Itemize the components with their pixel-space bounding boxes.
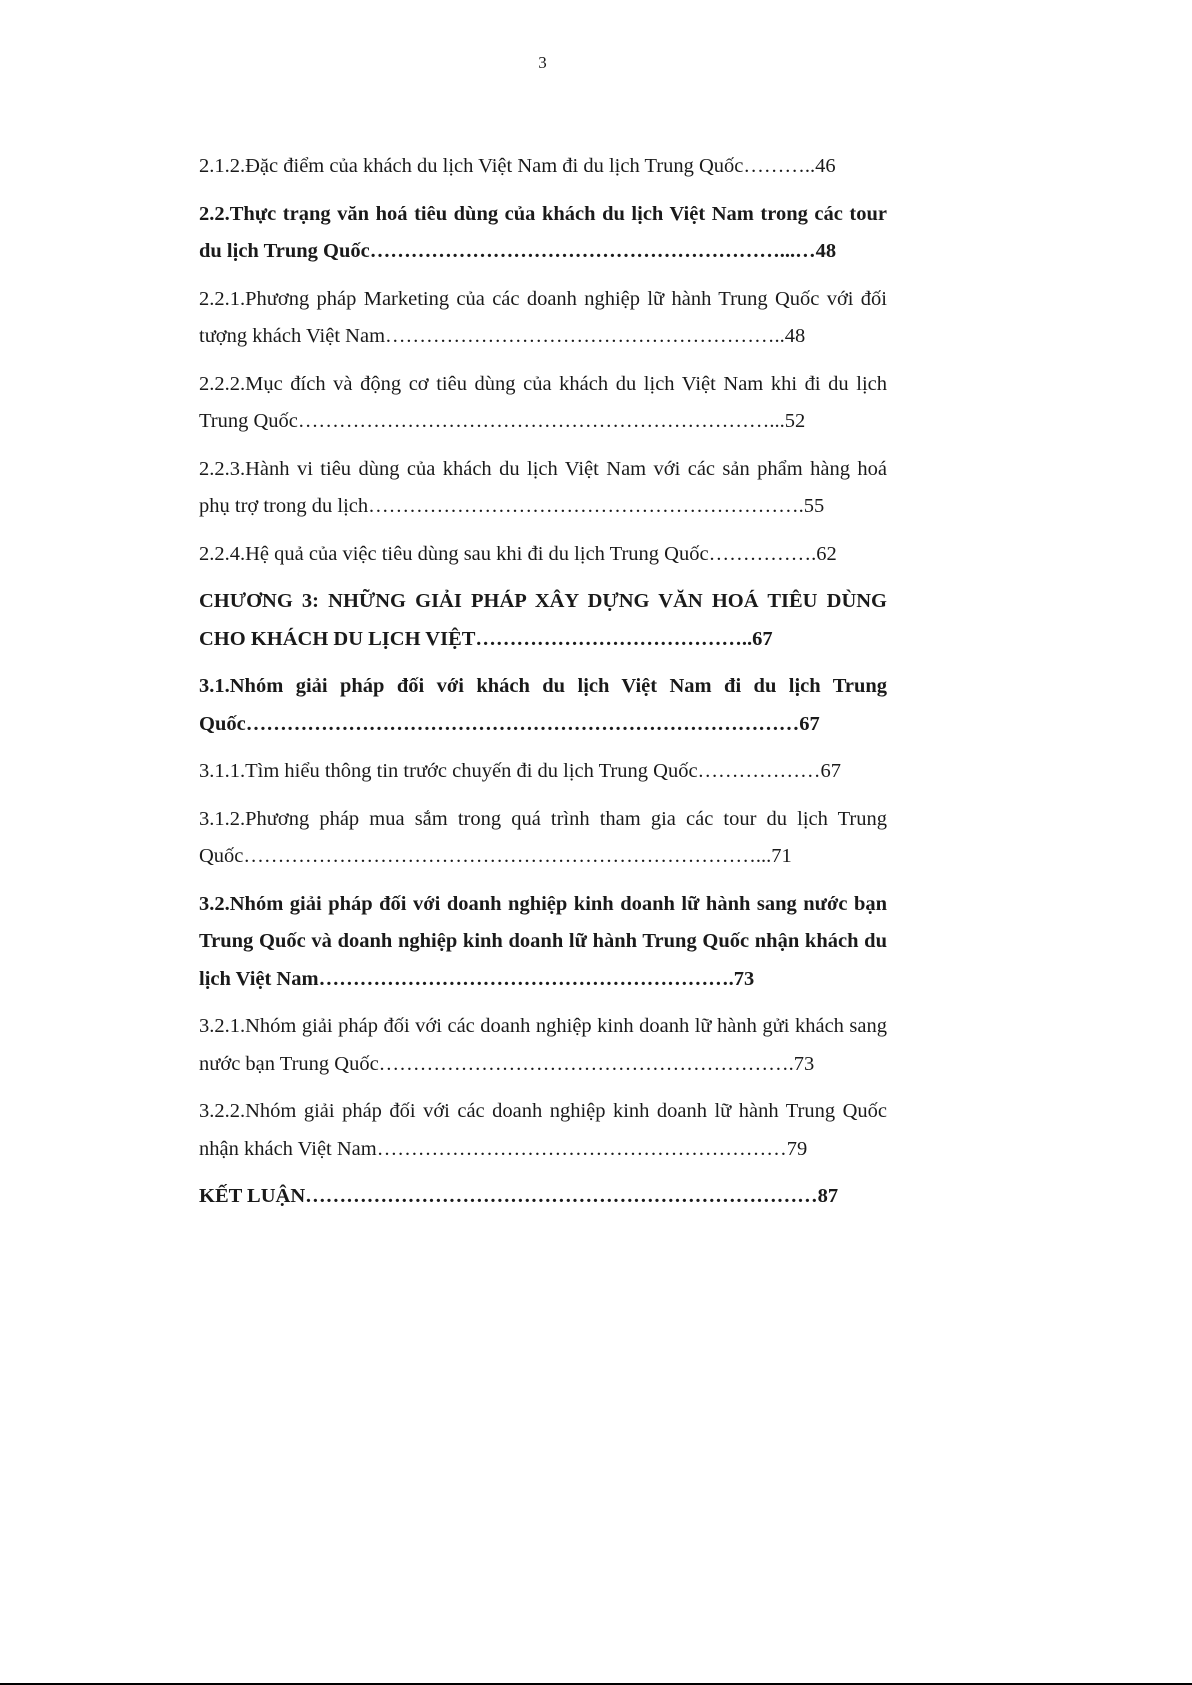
- toc-entry: 2.1.2.Đặc điểm của khách du lịch Việt Nam đi du lịch Trung Quốc………..46: [199, 155, 836, 177]
- page-number: 3: [538, 53, 547, 72]
- table-of-contents: [199, 148, 887, 1226]
- toc-entry: 2.2.3.Hành vi tiêu dùng của khách du lịch Việt Nam với các sản phẩm hàng hoá phụ trợ trong du lịch……………………………………………………….55: [199, 457, 887, 517]
- toc-entry: 2.2.Thực trạng văn hoá tiêu dùng của khách du lịch Việt Nam trong các tour du lịch Trung Quốc……………………………………………………...…48: [199, 202, 887, 262]
- toc-entry: 2.2.4.Hệ quả của việc tiêu dùng sau khi đi du lịch Trung Quốc…………….62: [199, 542, 837, 565]
- toc-entry: 3.2.1.Nhóm giải pháp đối với các doanh nghiệp kinh doanh lữ hành gửi khách sang nước bạn Trung Quốc…………………………………………………….73: [199, 1015, 887, 1075]
- toc-entry: 3.1.2.Phương pháp mua sắm trong quá trình tham gia các tour du lịch Trung Quốc…………………………………………………………………...71: [199, 807, 887, 867]
- toc-entry: 2.2.2.Mục đích và động cơ tiêu dùng của khách du lịch Việt Nam khi đi du lịch Trung Quốc……………………………………………………………...52: [199, 372, 887, 432]
- toc-entry: 3.2.2.Nhóm giải pháp đối với các doanh nghiệp kinh doanh lữ hành Trung Quốc nhận khách Việt Nam……………………………………………………79: [199, 1100, 887, 1160]
- toc-entry: 3.1.1.Tìm hiểu thông tin trước chuyến đi du lịch Trung Quốc………………67: [199, 760, 842, 782]
- toc-entry: KẾT LUẬN…………………………………………………………………87: [199, 1185, 839, 1207]
- toc-entry: 3.1.Nhóm giải pháp đối với khách du lịch Việt Nam đi du lịch Trung Quốc………………………………………………………………………67: [199, 675, 887, 735]
- toc-entry: 3.2.Nhóm giải pháp đối với doanh nghiệp kinh doanh lữ hành sang nước bạn Trung Quốc và doanh nghiệp kinh doanh lữ hành Trung Quốc nhận khách du lịch Việt Nam…………………………………………………….73: [199, 892, 887, 990]
- toc-entry: 2.2.1.Phương pháp Marketing của các doanh nghiệp lữ hành Trung Quốc với đối tượng khách Việt Nam…………………………………………………..48: [199, 287, 887, 347]
- toc-entry: CHƯƠNG 3: NHỮNG GIẢI PHÁP XÂY DỰNG VĂN HOÁ TIÊU DÙNG CHO KHÁCH DU LỊCH VIỆT…………………………………..67: [199, 590, 887, 650]
